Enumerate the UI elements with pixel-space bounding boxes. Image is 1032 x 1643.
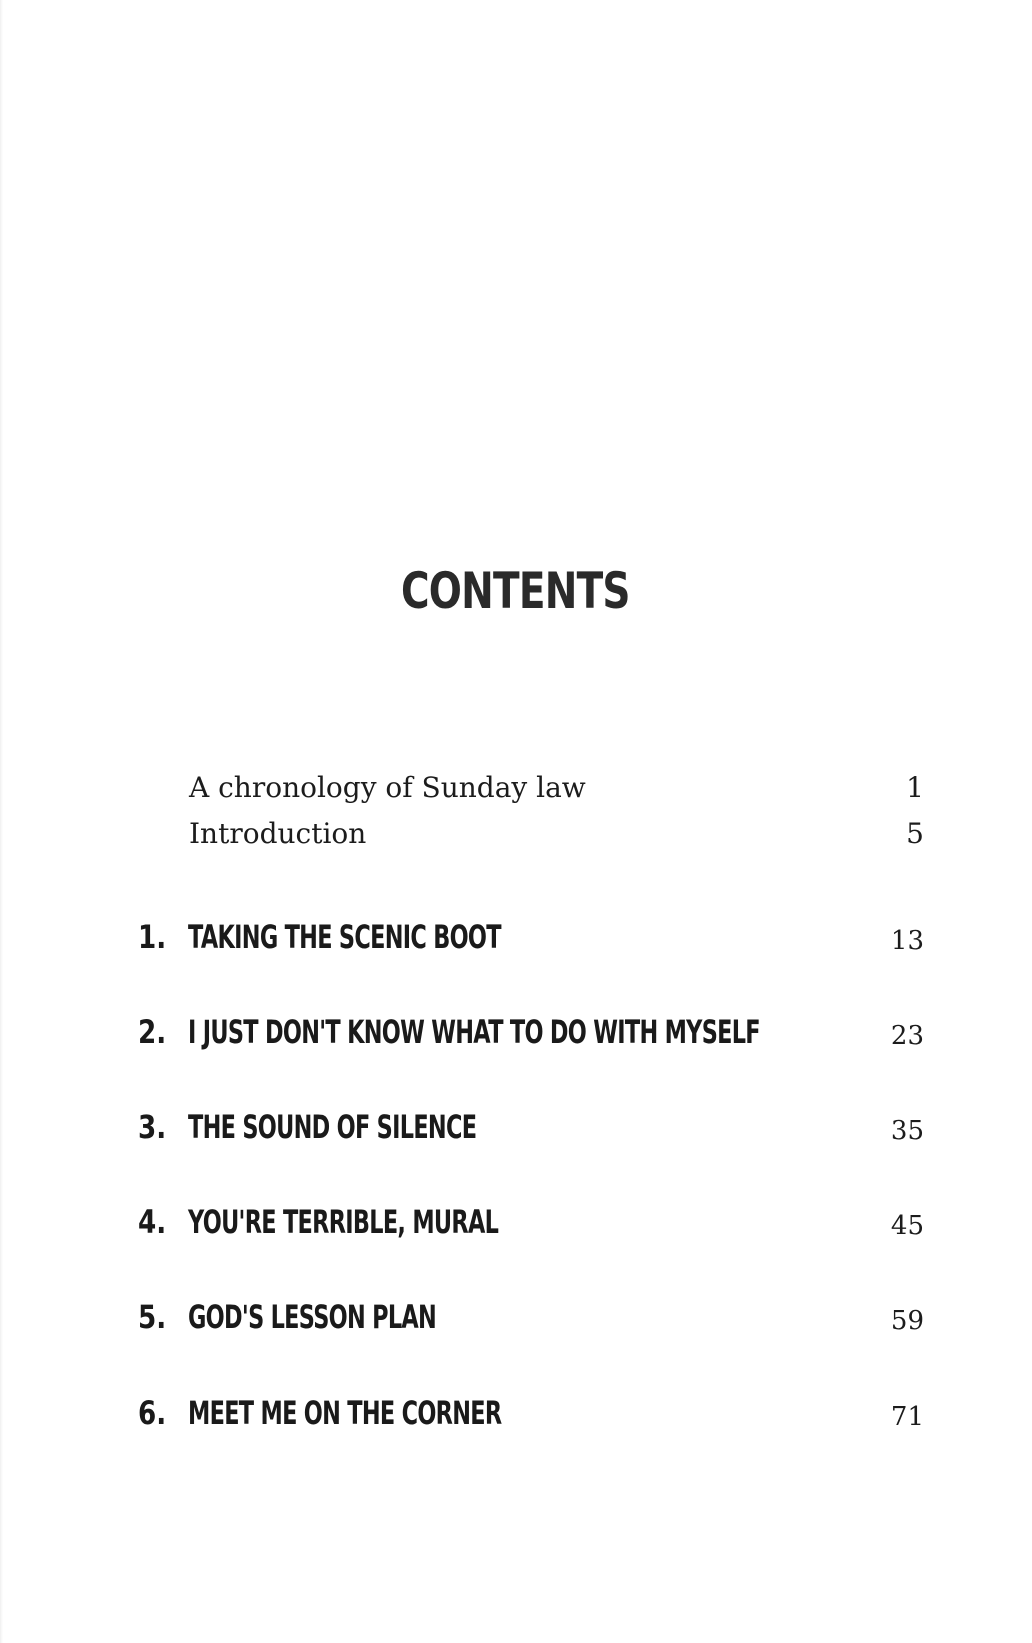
page-edge-shadow: [0, 0, 3, 1643]
chapter-number: 5.: [138, 1298, 167, 1336]
chapter-title: THE SOUND OF SILENCE: [188, 1108, 477, 1146]
chapter-page: 45: [890, 1211, 924, 1241]
toc-chapter-3: [138, 1102, 924, 1152]
page-title: CONTENTS: [400, 562, 630, 620]
toc-chapter-5: [138, 1292, 924, 1342]
chapter-page: 13: [890, 926, 924, 956]
chapter-page: 59: [890, 1306, 924, 1336]
chapter-page: 71: [890, 1402, 924, 1432]
toc-entry-label: Introduction: [189, 817, 367, 850]
toc-entry-introduction: [189, 814, 924, 854]
toc-entry-label: A chronology of Sunday law: [189, 771, 586, 804]
chapter-title: MEET ME ON THE CORNER: [188, 1394, 502, 1432]
toc-chapter-6: [138, 1388, 924, 1438]
chapter-title: YOU'RE TERRIBLE, MURAL: [188, 1203, 499, 1241]
chapter-title: GOD'S LESSON PLAN: [188, 1298, 437, 1336]
toc-chapter-2: [138, 1007, 924, 1057]
toc-chapter-4: [138, 1197, 924, 1247]
chapter-number: 4.: [138, 1203, 167, 1241]
chapter-number: 2.: [138, 1013, 167, 1051]
chapter-title: I JUST DON'T KNOW WHAT TO DO WITH MYSELF: [188, 1013, 760, 1051]
chapter-number: 6.: [138, 1394, 167, 1432]
chapter-title: TAKING THE SCENIC BOOT: [188, 918, 501, 956]
toc-chapter-1: [138, 912, 924, 962]
chapter-number: 1.: [138, 918, 167, 956]
toc-entry-page: 1: [906, 771, 924, 804]
chapter-page: 23: [890, 1021, 924, 1051]
toc-entry-page: 5: [906, 817, 924, 850]
chapter-number: 3.: [138, 1108, 167, 1146]
toc-entry-chronology: [189, 768, 924, 808]
chapter-page: 35: [890, 1116, 924, 1146]
